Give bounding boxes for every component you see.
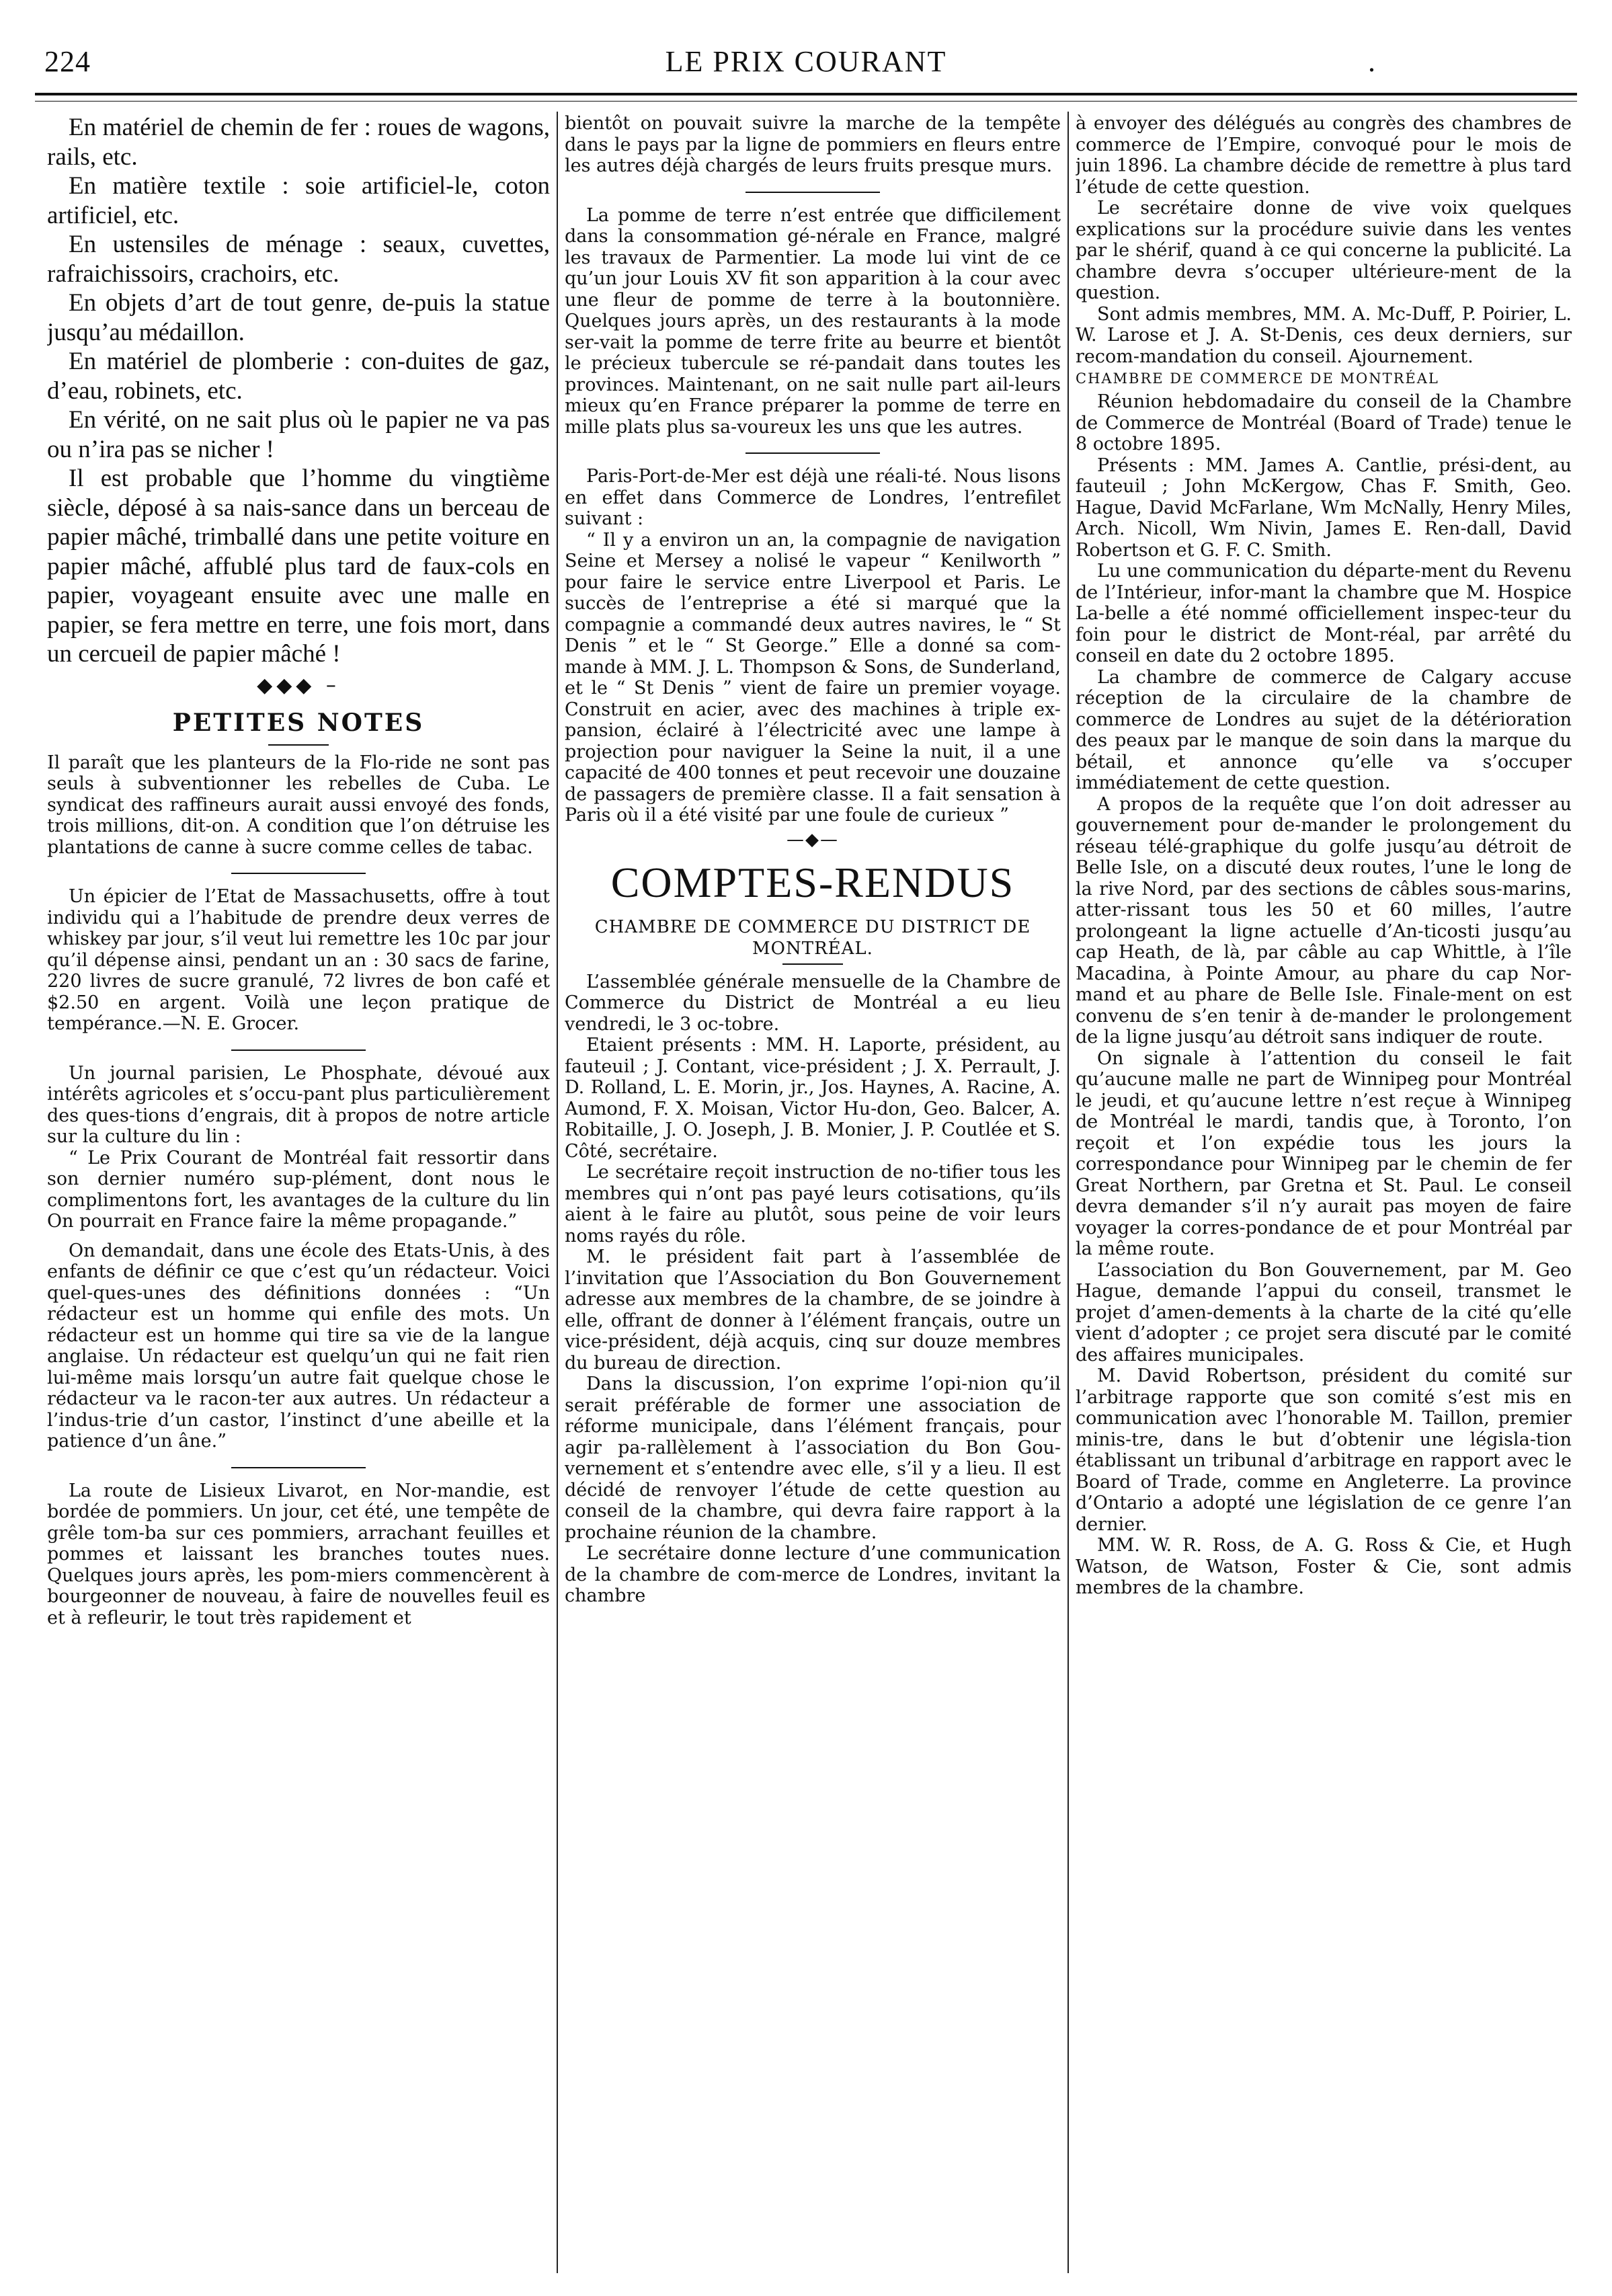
paragraph: Lu une communication du départe-ment du Revenu de l’Intérieur, infor-mant la chambre que M. Hospice La-belle a été nommé officiellement inspec-teur du foin pour le district de Mont-réal, par arrêté du conseil en date du 2 octobre 1895. <box>1076 561 1572 666</box>
paragraph: La chambre de commerce de Calgary accuse réception de la circulaire de la chambre de commerce de Londres au sujet de la détérioration des peaux par le manque de soin dans la marque du bétail, et annonce qu’elle va s’occuper immédiatement de cette question. <box>1076 666 1572 793</box>
divider <box>268 744 329 746</box>
header-dot: . <box>1368 45 1375 78</box>
paragraph: En matériel de plomberie : con-duites de gaz, d’eau, robinets, etc. <box>47 348 550 405</box>
divider <box>782 963 843 965</box>
column-divider <box>557 112 558 2273</box>
paragraph: A propos de la requête que l’on doit adresser au gouvernement pour de-mander le prolongement du réseau télé-graphique du golfe jusqu’au détroit de Belle Isle, on a discuté deux routes, l’une le long de la rive Nord, par des sections de câbles sous-marins, atter-rissant tous les 50 et 60 milles, l’autre prolongeant la ligne actuelle d’An-ticosti jusqu’au cap Heath, de là, par câble au cap Whittle, à l’île Macadina, à Pointe Amour, au phare du cap Nor-mand et au phare de Belle Isle. Finale-ment on est convenu de s’en tenir à de-mander le prolongement de la ligne jusqu’au détroit sans indiquer de route. <box>1076 793 1572 1047</box>
page-number: 224 <box>44 45 91 78</box>
column-divider <box>1067 112 1069 2273</box>
paragraph: En matériel de chemin de fer : roues de wagons, rails, etc. <box>47 114 550 171</box>
paragraph: M. David Robertson, président du comité sur l’arbitrage rapporte que son comité s’est mis en communication avec l’honorable M. Taillon, premier minis-tre, dans le but d’obtenir une législa-tion établissant un tribunal d’arbitrage en rapport avec le Board of Trade, comme en Angleterre. La province d’Ontario a adopté une législation de ce genre l’an dernier. <box>1076 1365 1572 1535</box>
paragraph: Réunion hebdomadaire du conseil de la Chambre de Commerce de Montréal (Board of Trade) tenue le 8 octobre 1895. <box>1076 391 1572 454</box>
note-paragraph: “ Le Prix Courant de Montréal fait ressortir dans son dernier numéro sup-plément, dont nous le complimentons fort, les avantages de la culture du lin On pourrait en France faire la même propagande.” <box>47 1147 550 1232</box>
note-paragraph: La route de Lisieux Livarot, en Nor-mandie, est bordée de pommiers. Un jour, cet été, une tempête de grêle tom-ba sur ces pommiers, arrachant feuilles et pommes et laissant les branches toutes nues. Quelques jours après, les pom-miers commencèrent à bourgeonner de nouveau, à faire de nouvelles feuil es et à refleurir, le tout très rapidement et <box>47 1480 550 1628</box>
paragraph: L’association du Bon Gouvernement, par M. Geo Hague, demande l’appui du conseil, transmet le projet d’amen-dements à la charte de la cité qu’elle vient d’adopter ; ce projet sera discuté par le comité des affaires municipales. <box>1076 1259 1572 1365</box>
paragraph: M. le président fait part à l’assemblée de l’invitation que l’Association du Bon Gouvernement adresse aux membres de la chambre, de se joindre à elle, offrant de donner à l’élément français, outre un vice-président, déjà acquis, cinq sur douze membres du bureau de direction. <box>565 1246 1061 1374</box>
paragraph: Etaient présents : MM. H. Laporte, président, au fauteuil ; J. Contant, vice-président ; J. X. Perrault, J. D. Rolland, L. E. Morin, jr., Jos. Haynes, A. Racine, A. Aumond, F. X. Moisan, Victor Hu-don, Geo. Balcer, A. Robitaille, J. O. Joseph, J. B. Monier, J. P. Coutlée et S. Côté, secrétaire. <box>565 1035 1061 1162</box>
paragraph: “ Il y a environ un an, la compagnie de navigation Seine et Mersey a nolisé le vapeur “ Kenilworth ” pour faire le service entre Liverpool et Paris. Le succès de l’entreprise a été si marqué que la compagnie a commandé deux autres navires, le “ St Denis ” et le “ St George.” Elle a donné sa com-mande à MM. J. L. Thompson & Sons, de Sunderland, et le “ St Denis ” vient de faire un premier voyage. Construit en acier, avec des machines à triple ex-pansion, éclairé à l’électricité avec une lampe à projection pour naviguer la Seine la nuit, il a une capacité de 400 tonnes et peut recevoir une douzaine de passagers de première classe. Il a fait sensation à Paris où il a été visité par une foule de curieux ” <box>565 529 1061 826</box>
paragraph: La pomme de terre n’est entrée que difficilement dans la consommation gé-nérale en France, malgré les travaux de Parmentier. La mode lui vint de ce qu’un jour Louis XV fit son apparition à la cour avec une fleur de pomme de terre à la boutonnière. Quelques jours après, un des restaurants à la mode ser-vait la pomme de terre frite au beurre et bientôt le précieux tubercule se ré-pandait dans toutes les provinces. Maintenant, on ne sait nulle part ail-leurs mieux qu’en France préparer la pomme de terre en mille plats plus sa-voureux les uns que les autres. <box>565 204 1061 438</box>
petites-notes <box>47 752 550 1629</box>
paragraph: Il est probable que l’homme du vingtième siècle, déposé à sa nais-sance dans un berceau de papier mâché, trimballé dans une petite voiture en papier mâché, affublé plus tard de faux-cols en papier, voyageant ensuite avec une malle en papier, se fera mettre en terre, une fois mort, dans un cercueil de papier mâché ! <box>47 465 550 668</box>
paragraph: bientôt on pouvait suivre la marche de la tempête dans le pays par la ligne de pommiers en fleurs entre les autres déjà chargés de leurs fruits presque murs. <box>565 113 1061 176</box>
header-rule-thick <box>35 93 1577 95</box>
section-ornament: ◆◆◆ – <box>257 673 340 697</box>
paragraph: En ustensiles de ménage : seaux, cuvettes, rafraichissoirs, crachoirs, etc. <box>47 231 550 288</box>
column-1 <box>47 113 550 2268</box>
paragraph: Sont admis membres, MM. A. Mc-Duff, P. Poirier, L. W. Larose et J. A. St-Denis, ces deux derniers, sur recom-mandation du conseil. Ajournement. <box>1076 303 1572 367</box>
section-title-comptes-rendus: COMPTES-RENDUS <box>610 858 1015 906</box>
paragraph: Le secrétaire donne de vive voix quelques explications sur la procédure suivie dans les ventes par le shérif, quand à ce qui concerne la publicité. La chambre devra s’occuper ultérieure-ment de la question. <box>1076 198 1572 303</box>
note-paragraph: Il paraît que les planteurs de la Flo-ride ne sont pas seuls à subventionner les rebelles de Cuba. Le syndicat des raffineurs aurait aussi envoyé des fonds, trois millions, dit-on. A condition que l’on détruise les plantations de canne à sucre comme celles de tabac. <box>47 752 550 858</box>
paragraph: Dans la discussion, l’on exprime l’opi-nion qu’il serait préférable de former une association de réforme municipale, dans l’élément français, pour agir pa-rallèlement à l’association du Bon Gou-vernement et s’entendre avec elle, s’il y a lieu. Il est décidé de renvoyer l’étude de cette question au conseil de la chambre, qui devra faire rapport à la prochaine réunion de la chambre. <box>565 1374 1061 1543</box>
paragraph: MM. W. R. Ross, de A. G. Ross & Cie, et Hugh Watson, de Watson, Foster & Cie, sont admis membres de la chambre. <box>1076 1535 1572 1598</box>
paragraph: Présents : MM. James A. Cantlie, prési-dent, au fauteuil ; John McKergow, Chas F. Smith, Geo. Hague, David McFarlane, Wm McNally, Henry Miles, Arch. Nicoll, Wm Nivin, James E. Ren-dall, David Robertson et G. F. C. Smith. <box>1076 454 1572 561</box>
note-paragraph: Un épicier de l’Etat de Massachusetts, offre à tout individu qui a l’habitude de prendre deux verres de whiskey par jour, s’il veut lui remettre les 10c par jour qu’il dépense ainsi, pendant un an : 30 sacs de farine, 220 livres de sucre granulé, 72 livres de bon café et $2.50 en argent. Voilà une leçon pratique de tempérance.—N. E. Grocer. <box>47 886 550 1034</box>
divider <box>231 1050 366 1051</box>
report-heading: CHAMBRE DE COMMERCE DU DISTRICT DE MONTRÉAL. <box>594 916 1031 959</box>
paragraph: Paris-Port-de-Mer est déjà une réali-té. Nous lisons en effet dans Commerce de Londres, l’entrefilet suivant : <box>565 466 1061 529</box>
running-title: LE PRIX COURANT <box>665 45 947 78</box>
divider <box>745 192 880 193</box>
paper-article-end <box>47 113 550 669</box>
paragraph: Le secrétaire reçoit instruction de no-tifier tous les membres qui n’ont pas payé leurs cotisations, qu’ils aient à le faire au plutôt, sous peine de voir leurs noms rayés du rôle. <box>565 1162 1061 1246</box>
divider <box>231 1467 366 1468</box>
column-2 <box>565 113 1061 2268</box>
section-ornament: —◆— <box>787 829 839 850</box>
header-rule-thin <box>35 101 1577 102</box>
paragraph: En objets d’art de tout genre, de-puis la statue jusqu’au médaillon. <box>47 289 550 346</box>
section-title-petites-notes: PETITES NOTES <box>172 708 425 737</box>
paragraph: On signale à l’attention du conseil le fait qu’aucune malle ne part de Winnipeg pour Montréal le jeudi, et qu’aucune lettre n’est reçue à Winnipeg de Montréal le mardi, tandis que, à Toronto, l’on reçoit et l’on expédie tous les jours la correspondance pour Winnipeg par le chemin de fer Great Northern, par Gretna et St. Paul. Le conseil devra demander s’il n’y aurait pas moyen de faire voyager la corres-pondance de et pour Montréal par la même route. <box>1076 1047 1572 1259</box>
paragraph: Le secrétaire donne lecture d’une communication de la chambre de com-merce de Londres, invitant la chambre <box>565 1543 1061 1606</box>
paragraph: En matière textile : soie artificiel-le, coton artificiel, etc. <box>47 172 550 229</box>
column-3 <box>1076 113 1572 2268</box>
note-paragraph: Un journal parisien, Le Phosphate, dévoué aux intérêts agricoles et s’occu-pant plus particulièrement des ques-tions d’engrais, dit à propos de notre article sur la culture du lin : <box>47 1062 550 1147</box>
page-header <box>35 39 1577 86</box>
paragraph: à envoyer des délégués au congrès des chambres de commerce de l’Empire, convoqué pour le mois de juin 1896. La chambre décide de remettre à plus tard l’étude de cette question. <box>1076 113 1572 198</box>
divider <box>231 873 366 874</box>
report-heading: CHAMBRE DE COMMERCE DE MONTRÉAL <box>1076 370 1439 387</box>
paragraph: En vérité, on ne sait plus où le papier ne va pas ou n’ira pas se nicher ! <box>47 406 550 463</box>
divider <box>745 452 880 454</box>
paragraph: L’assemblée générale mensuelle de la Chambre de Commerce du District de Montréal a eu lieu vendredi, le 3 oc-tobre. <box>565 971 1061 1035</box>
note-paragraph: On demandait, dans une école des Etats-Unis, à des enfants de définir ce que c’est qu’un rédacteur. Voici quel-ques-unes des définitions données : “Un rédacteur est un homme qui enfile des mots. Un rédacteur est un homme qui tire sa vie de la langue anglaise. Un rédacteur est quelqu’un qui ne fait rien lui-même mais lorsqu’un autre fait quelque chose le rédacteur va le racon-ter aux autres. Un rédacteur a l’indus-trie d’un castor, l’instinct d’une abeille et la patience d’un âne.” <box>47 1240 550 1452</box>
